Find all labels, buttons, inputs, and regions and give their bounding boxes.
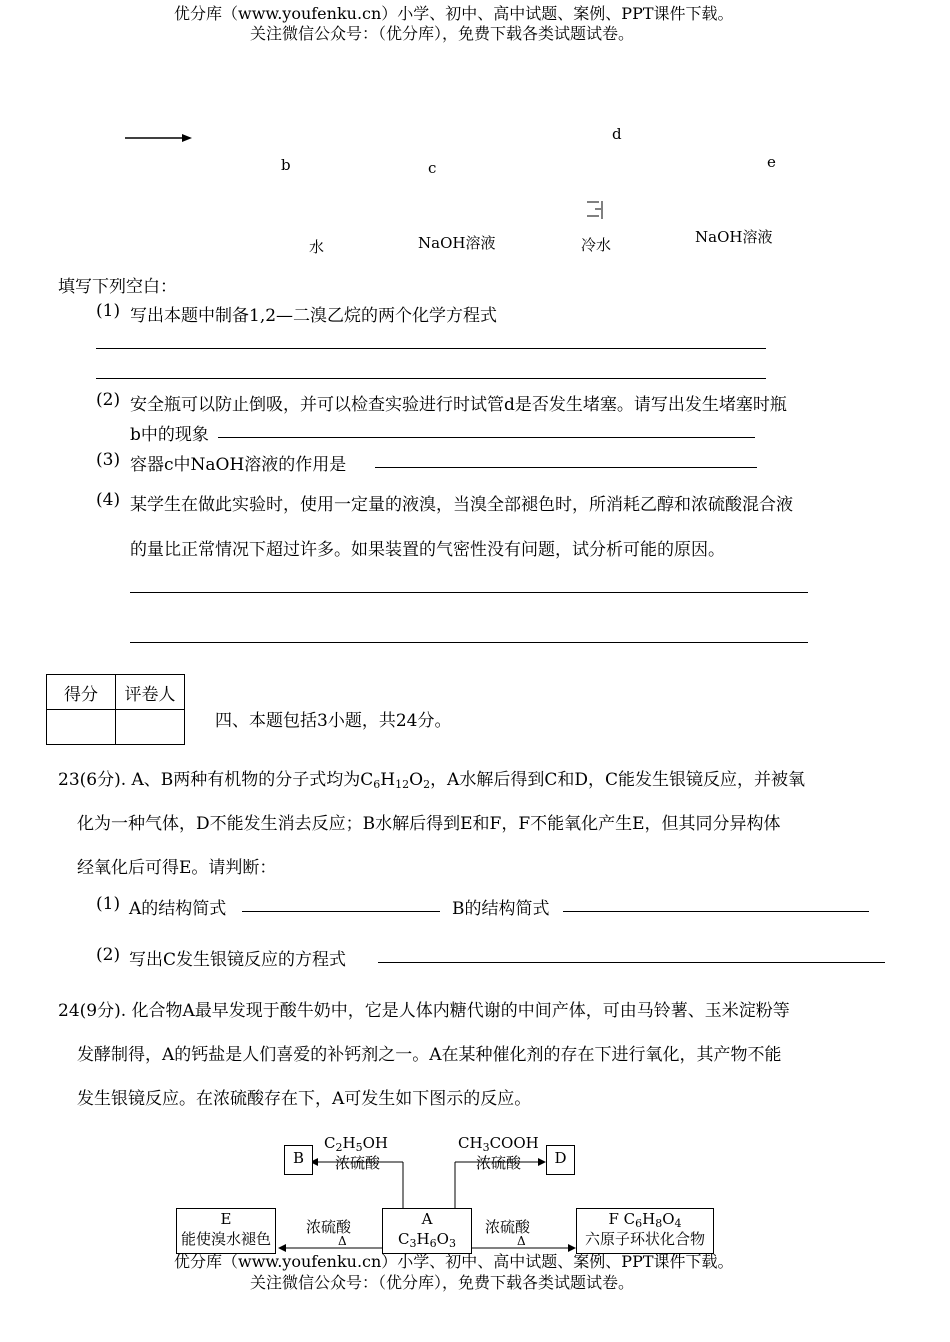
section-4-heading: 四、本题包括3小题，共24分。 <box>215 711 452 731</box>
score-table <box>46 674 185 745</box>
reagent-f-heat: Δ <box>517 1234 526 1248</box>
reagent-acetic-acid: $CH_3COOH$ <box>458 1134 539 1154</box>
q22-2-number: (2) <box>96 390 121 410</box>
reagent-b-acid: 浓硫酸 <box>335 1154 381 1172</box>
q24-line-2: 发酵制得，A的钙盐是人们喜爱的补钙剂之一。A在某种催化剂的存在下进行氧化，其产物不能 <box>77 1045 782 1065</box>
compound-a-label: A <box>421 1210 433 1228</box>
q22-3-text: 容器c中NaOH溶液的作用是 <box>130 455 347 475</box>
compound-f-label: F $C_6H_8O_4$ <box>608 1210 682 1230</box>
compound-f-desc: 六原子环状化合物 <box>584 1230 705 1248</box>
q24-line-3: 发生银镜反应。在浓硫酸存在下，A可发生如下图示的反应。 <box>77 1089 532 1109</box>
footer-line-1: 优分库（www.youfenku.cn）小学、初中、高中试题、案例、PPT课件下载。 <box>174 1252 734 1271</box>
header-line-1: 优分库（www.youfenku.cn）小学、初中、高中试题、案例、PPT课件下载。 <box>174 4 734 23</box>
reagent-e-heat: Δ <box>338 1234 347 1248</box>
reagent-ethanol: $C_2H_5OH$ <box>324 1134 388 1154</box>
q22-4-number: (4) <box>96 490 121 510</box>
q22-3-number: (3) <box>96 450 121 470</box>
answer-line <box>218 437 755 438</box>
answer-line <box>96 348 766 349</box>
answer-line <box>242 911 440 912</box>
score-header: 得分 <box>47 675 116 710</box>
compound-d-label: D <box>554 1149 567 1167</box>
answer-line <box>378 962 885 963</box>
q23-1-b-text: B的结构简式 <box>452 899 550 919</box>
q22-2-line-2: b中的现象 <box>130 425 209 445</box>
compound-a-box <box>382 1208 472 1254</box>
footer-line-2: 关注微信公众号：（优分库），免费下载各类试题试卷。 <box>250 1273 635 1292</box>
answer-line <box>96 378 766 379</box>
q23-2-number: (2) <box>96 945 121 965</box>
answer-line <box>375 467 757 468</box>
q22-4-line-1: 某学生在做此实验时，使用一定量的液溴，当溴全部褪色时，所消耗乙醇和浓硫酸混合液 <box>130 495 793 515</box>
q23-line-3: 经氧化后可得E。请判断： <box>77 858 277 878</box>
grader-header: 评卷人 <box>116 675 185 710</box>
label-c: c <box>428 159 437 177</box>
q23-line-2: 化为一种气体，D不能发生消去反应；B水解后得到E和F，F不能氧化产生E，但其同分异构体 <box>77 814 781 834</box>
q22-2-line-1: 安全瓶可以防止倒吸，并可以检查实验进行时试管d是否发生堵塞。请写出发生堵塞时瓶 <box>130 395 787 415</box>
q23-2-text: 写出C发生银镜反应的方程式 <box>129 950 347 970</box>
compound-e-box <box>176 1208 276 1254</box>
q24-line-1: 24(9分). 化合物A最早发现于酸牛奶中，它是人体内糖代谢的中间产体，可由马铃薯、玉米淀粉等 <box>58 1001 790 1021</box>
answer-line <box>130 592 808 593</box>
reagent-f-acid: 浓硫酸 <box>485 1218 531 1236</box>
compound-f-box <box>576 1208 714 1254</box>
compound-a-formula: $C_3H_6O_3$ <box>398 1230 456 1250</box>
grader-cell[interactable] <box>116 710 185 745</box>
q22-1-text: 写出本题中制备1,2—二溴乙烷的两个化学方程式 <box>130 306 498 326</box>
answer-line <box>130 642 808 643</box>
answer-line <box>563 911 869 912</box>
label-water: 水 <box>309 238 325 256</box>
compound-e-desc: 能使溴水褪色 <box>180 1230 271 1248</box>
q22-intro: 填写下列空白： <box>58 277 177 297</box>
flow-arrow-icon <box>120 128 200 148</box>
score-cell[interactable] <box>47 710 116 745</box>
q23-1-number: (1) <box>96 894 121 914</box>
header-line-2: 关注微信公众号：（优分库），免费下载各类试题试卷。 <box>250 24 635 43</box>
q23-1-a-text: A的结构简式 <box>129 899 227 919</box>
label-naoh-e: NaOH溶液 <box>695 228 773 246</box>
compound-d-box <box>546 1145 575 1175</box>
label-e: e <box>767 153 776 171</box>
compound-b-label: B <box>292 1149 305 1167</box>
q22-1-number: (1) <box>96 301 121 321</box>
q22-4-line-2: 的量比正常情况下超过许多。如果装置的气密性没有问题，试分析可能的原因。 <box>130 540 725 560</box>
label-naoh-c: NaOH溶液 <box>418 234 496 252</box>
reagent-d-acid: 浓硫酸 <box>476 1154 522 1172</box>
q23-line-1: 23(6分). A、B两种有机物的分子式均为$C_6H_{12}O_2$，A水解后得到C和D，C能发生银镜反应，并被氧 <box>58 770 805 791</box>
label-d: d <box>612 125 622 143</box>
label-b: b <box>281 156 291 174</box>
reagent-e-acid: 浓硫酸 <box>306 1218 352 1236</box>
compound-b-box <box>284 1145 313 1175</box>
compound-e-label: E <box>220 1210 232 1228</box>
thermometer-mark-icon <box>585 199 607 221</box>
label-cold-water: 冷水 <box>581 236 612 254</box>
